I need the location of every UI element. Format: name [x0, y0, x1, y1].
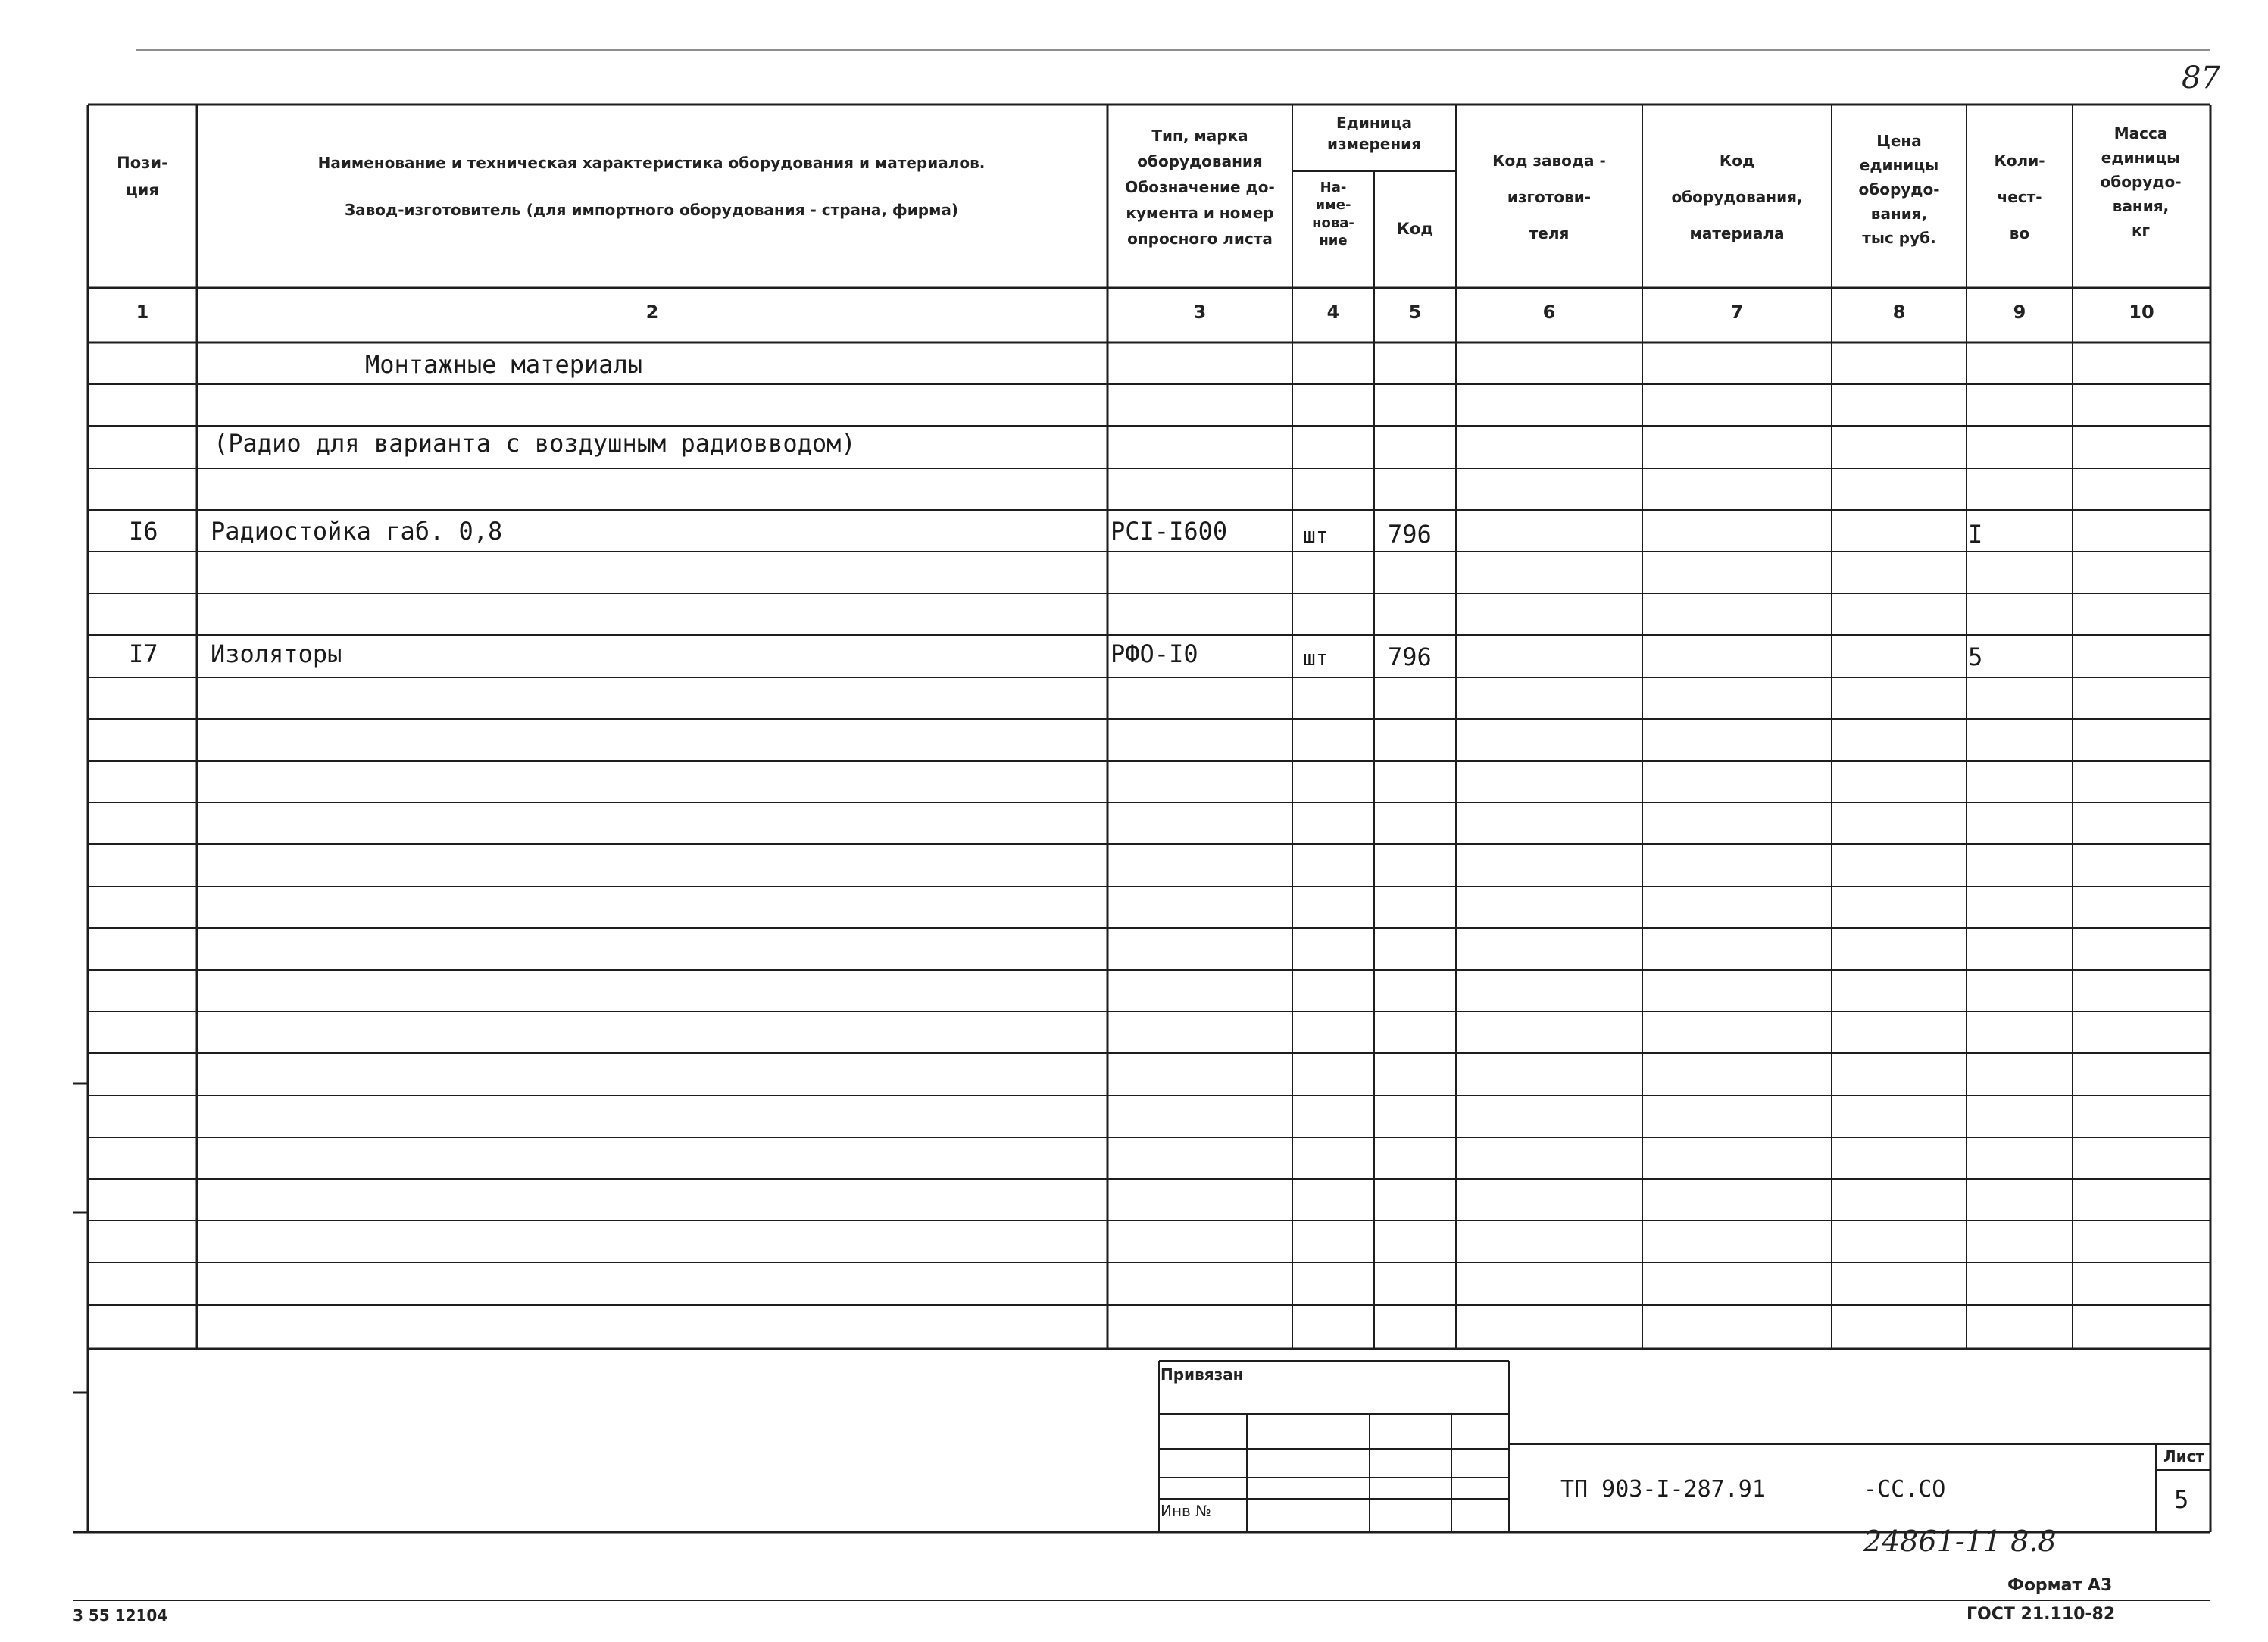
header-equipment-code: Код оборудования, материала: [1671, 152, 1803, 242]
section-subheading: (Радио для варианта с воздушным радиовводом): [214, 429, 856, 458]
document-code: ТП 903-I-287.91: [1560, 1476, 1766, 1503]
header-quantity: Коли- чест- во: [1994, 152, 2045, 242]
format-label: Формат А3: [2007, 1576, 2113, 1595]
header-unit-code: Код: [1396, 220, 1434, 238]
header-type: Тип, марка оборудования Обозначение до- кумента и номер опросного листа: [1125, 127, 1275, 248]
column-number: 2: [645, 302, 659, 323]
gost-label: ГОСТ 21.110-82: [1967, 1605, 2116, 1624]
header-unit-mass: Масса единицы оборудо- вания, кг: [2100, 124, 2182, 239]
column-number: 10: [2129, 302, 2154, 323]
row-16-name: Радиостойка габ. 0,8: [211, 517, 503, 546]
column-number: 4: [1326, 302, 1340, 323]
header-name-line1: Наименование и техническая характеристика оборудования и материалов.: [317, 154, 986, 172]
sheet-mark: 87: [2182, 61, 2220, 95]
stamp-privyazan: Привязан: [1161, 1365, 1244, 1384]
header-name-line2: Завод-изготовитель (для импортного оборудования - страна, фирма): [344, 201, 959, 219]
row-16-position: I6: [129, 517, 158, 546]
row-17-unit: шт: [1303, 646, 1329, 671]
row-16-type: РСI-I600: [1111, 517, 1228, 546]
sheet-label: Лист: [2163, 1447, 2205, 1465]
column-number: 8: [1892, 302, 1906, 323]
row-16-unit: шт: [1303, 523, 1329, 548]
document-suffix: -СС.СО: [1863, 1476, 1946, 1503]
bottom-left-code: 3 55 12104: [73, 1606, 168, 1625]
row-17-name: Изоляторы: [211, 640, 342, 668]
column-number: 3: [1193, 302, 1207, 323]
row-16-code: 796: [1388, 520, 1432, 549]
handwritten-number: 24861-11 8.8: [1863, 1525, 2057, 1558]
row-16-quantity: I: [1968, 520, 1983, 549]
row-17-code: 796: [1388, 643, 1432, 671]
header-unit-price: Цена единицы оборудо- вания, тыс руб.: [1858, 132, 1940, 247]
row-17-position: I7: [129, 640, 158, 668]
column-number: 5: [1408, 302, 1422, 323]
header-factory-code: Код завода - изготови- теля: [1492, 152, 1606, 242]
column-number: 6: [1542, 302, 1556, 323]
stamp-inv: Инв №: [1161, 1502, 1211, 1520]
header-position: Пози- ция: [117, 154, 168, 199]
section-heading: Монтажные материалы: [365, 350, 643, 379]
column-number: 1: [136, 302, 149, 323]
row-17-type: РФО-I0: [1111, 640, 1198, 668]
header-unit-name: На- име- нова- ние: [1312, 180, 1354, 249]
header-unit-group: Единица измерения: [1326, 114, 1422, 153]
row-17-quantity: 5: [1968, 643, 1983, 671]
sheet-number: 5: [2174, 1485, 2189, 1514]
column-number: 9: [2013, 302, 2026, 323]
column-number: 7: [1730, 302, 1744, 323]
